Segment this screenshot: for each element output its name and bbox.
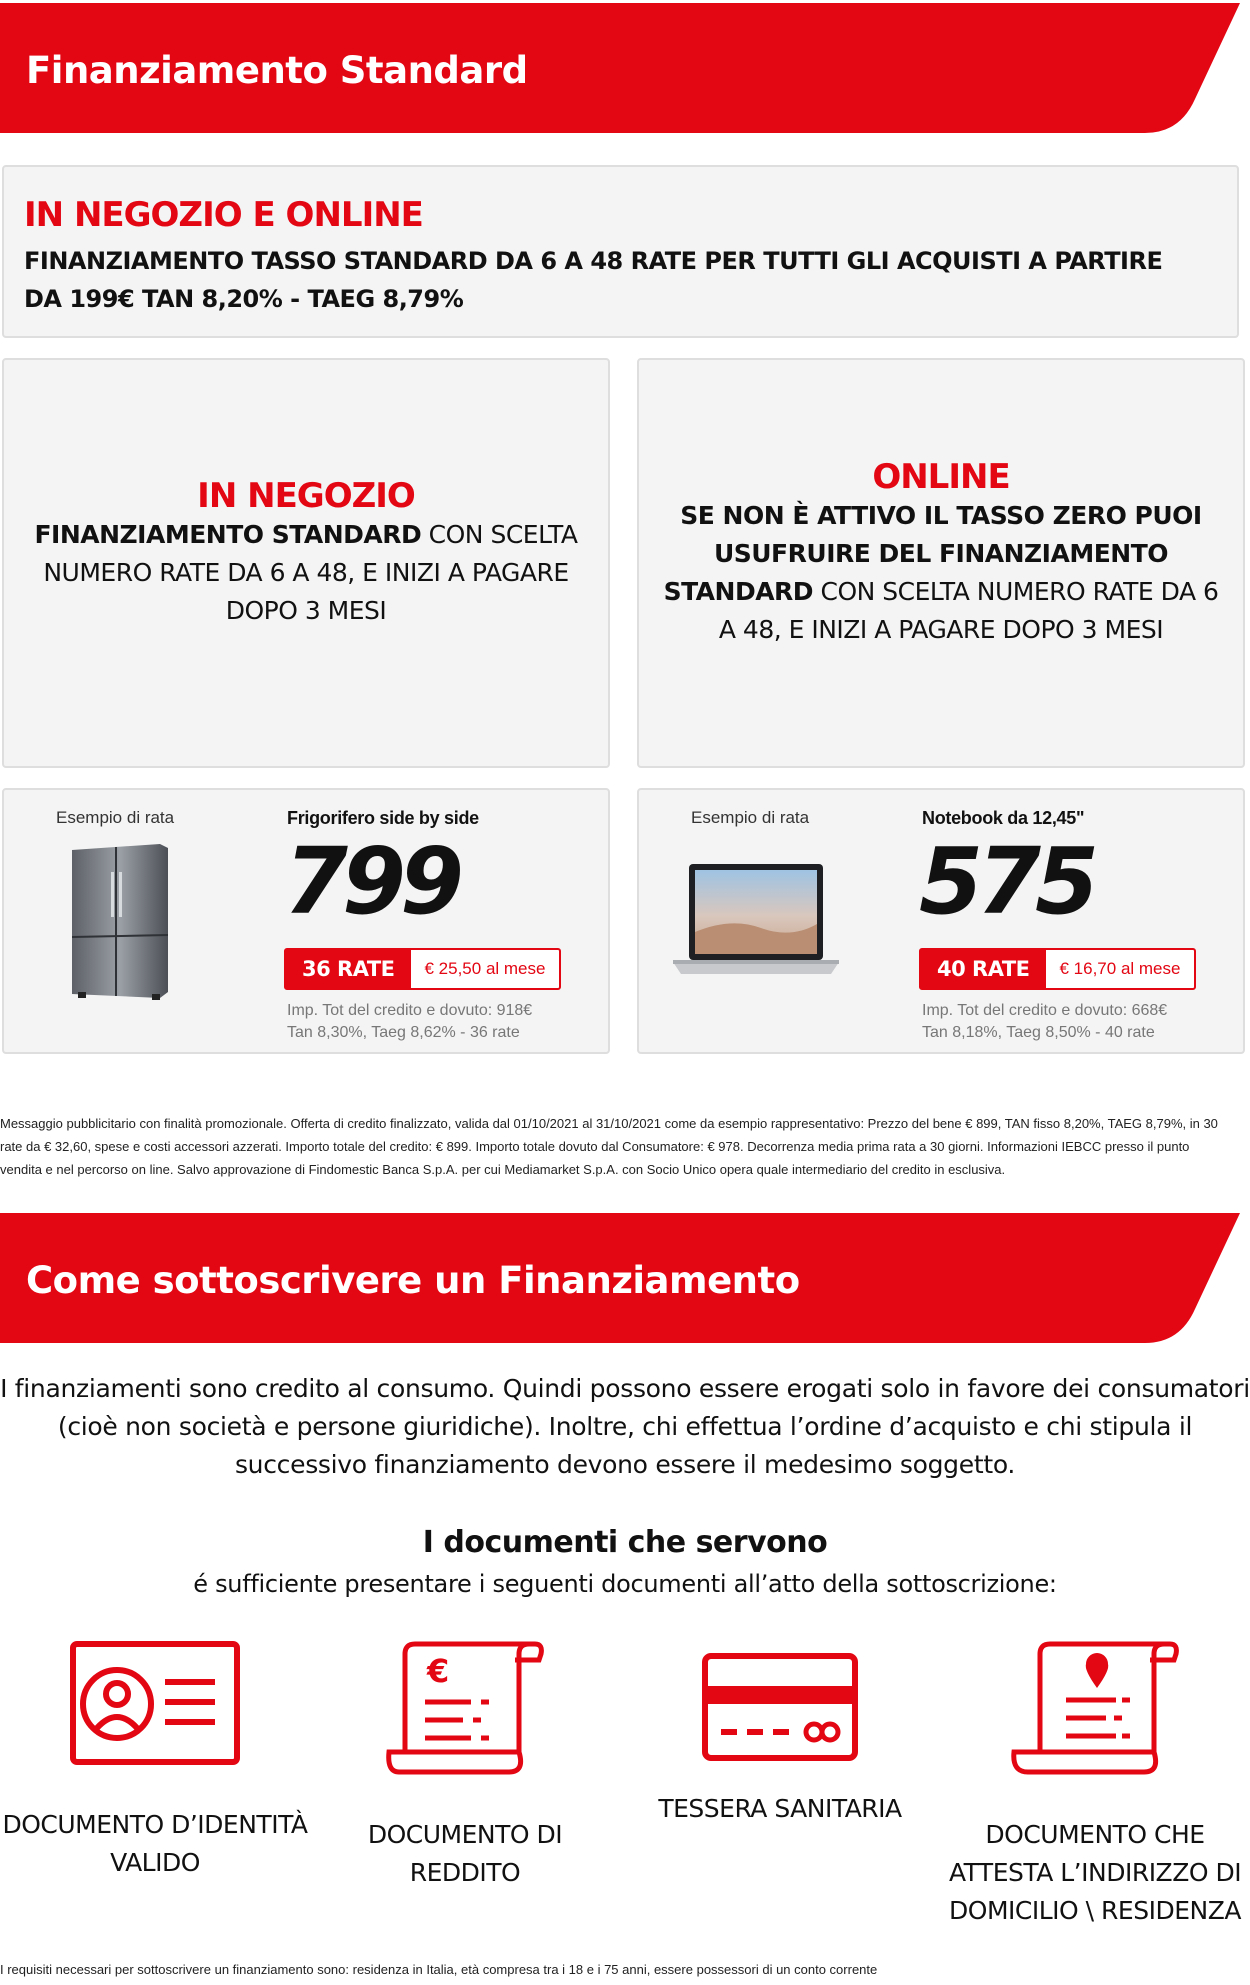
id-card-icon — [69, 1640, 241, 1766]
rate-pill — [284, 948, 561, 990]
document-item-income — [310, 1640, 620, 1892]
store-box-heading: IN NEGOZIO — [197, 476, 415, 516]
rate-count: 36 RATE — [286, 950, 411, 988]
footnote-requirements: I requisiti necessari per sottoscrivere un finanziamento sono: residenza in Italia, età compresa tra i 18 e i 75 anni, essere possessori di un conto corrente — [0, 1962, 878, 1977]
online-box-bold: SE NON È ATTIVO IL TASSO ZERO PUOI USUFRUIRE DEL FINANZIAMENTO STANDARD — [663, 501, 1202, 606]
svg-text:€: € — [427, 1652, 450, 1690]
online-box-rest: CON SCELTA NUMERO RATE DA 6 A 48, E INIZI A PAGARE DOPO 3 MESI — [718, 577, 1219, 644]
health-card-icon — [701, 1652, 859, 1762]
document-label: DOCUMENTO CHE ATTESTA L’INDIRIZZO DI DOMICILIO \ RESIDENZA — [948, 1820, 1242, 1925]
banner-title: Come sottoscrivere un Finanziamento — [26, 1259, 800, 1302]
example-price: 799 — [284, 828, 459, 935]
example-product: Notebook da 12,45" — [922, 808, 1085, 828]
rate-month: € 25,50 al mese — [424, 959, 546, 978]
online-box — [637, 358, 1245, 768]
top-info-box — [2, 165, 1239, 338]
top-box-text: FINANZIAMENTO TASSO STANDARD DA 6 A 48 RATE PER TUTTI GLI ACQUISTI A PARTIRE DA 199€ TAN 8,20% - TAEG 8,79% — [24, 247, 1163, 313]
store-box-bold: FINANZIAMENTO STANDARD — [34, 520, 422, 549]
fridge-image — [64, 842, 174, 1002]
legal-disclaimer: Messaggio pubblicitario con finalità promozionale. Offerta di credito finalizzato, valida dal 01/10/2021 al 31/10/2021 come da esempio rappresentativo: Prezzo del bene € 899, TAN fisso 8,20%, TAEG 8,79%, in 30 rate da € 32,60, spese e costi accessori azzerati. Importo totale del credito: € 899. Importo totale dovuto dal Consumatore: € 978. Decorrenza media prima rata a 30 giorni. Informazioni IEBCC presso il punto vendita e nel percorso on line. Salvo approvazione di Findomestic Banca S.p.A. per cui Mediamarket S.p.A. con Socio Unico opera quale intermediario del credito in esclusiva. — [0, 1116, 1218, 1177]
store-box-text — [21, 516, 591, 630]
example-total: Imp. Tot del credito e dovuto: 668€ — [922, 1002, 1168, 1019]
rate-pill — [919, 948, 1196, 990]
example-rates: Tan 8,30%, Taeg 8,62% - 36 rate — [287, 1024, 520, 1041]
document-label: TESSERA SANITARIA — [658, 1794, 902, 1823]
address-document-icon — [1010, 1640, 1180, 1776]
banner-come-sottoscrivere — [0, 1213, 1240, 1346]
rate-count: 40 RATE — [921, 950, 1046, 988]
example-product: Frigorifero side by side — [287, 808, 479, 828]
top-box-heading: IN NEGOZIO E ONLINE — [24, 195, 423, 235]
documents-subtitle: é sufficiente presentare i seguenti documenti all’atto della sottoscrizione: — [193, 1570, 1057, 1598]
document-label: DOCUMENTO DI REDDITO — [367, 1820, 563, 1887]
documents-title: I documenti che servono — [422, 1525, 828, 1560]
document-item-id — [0, 1640, 310, 1882]
document-item-health-card — [625, 1640, 935, 1828]
store-box — [2, 358, 610, 768]
rate-month: € 16,70 al mese — [1059, 959, 1181, 978]
example-card-fridge — [2, 788, 610, 1054]
example-price: 575 — [919, 828, 1094, 935]
document-label: DOCUMENTO D’IDENTITÀ VALIDO — [2, 1810, 308, 1877]
example-total: Imp. Tot del credito e dovuto: 918€ — [287, 1002, 533, 1019]
income-document-icon — [385, 1640, 545, 1776]
store-box-rest: CON SCELTA NUMERO RATE DA 6 A 48, E INIZI A PAGARE DOPO 3 MESI — [43, 520, 578, 625]
online-box-text — [656, 497, 1226, 649]
online-box-heading: ONLINE — [872, 457, 1010, 497]
example-rates: Tan 8,18%, Taeg 8,50% - 40 rate — [922, 1024, 1155, 1041]
intro-paragraph: I finanziamenti sono credito al consumo. Quindi possono essere erogati solo in favore dei consumatori (cioè non società e persone giuridiche). Inoltre, chi effettua l’ordine d’acquisto e chi stipula il successivo finanziamento devono essere il medesimo soggetto. — [0, 1374, 1250, 1479]
document-item-address — [940, 1640, 1250, 1930]
banner-title: Finanziamento Standard — [26, 49, 528, 92]
example-card-notebook — [637, 788, 1245, 1054]
notebook-image — [671, 862, 841, 982]
example-label: Esempio di rata — [691, 808, 810, 827]
banner-finanziamento-standard — [0, 3, 1240, 136]
example-label: Esempio di rata — [56, 808, 175, 827]
